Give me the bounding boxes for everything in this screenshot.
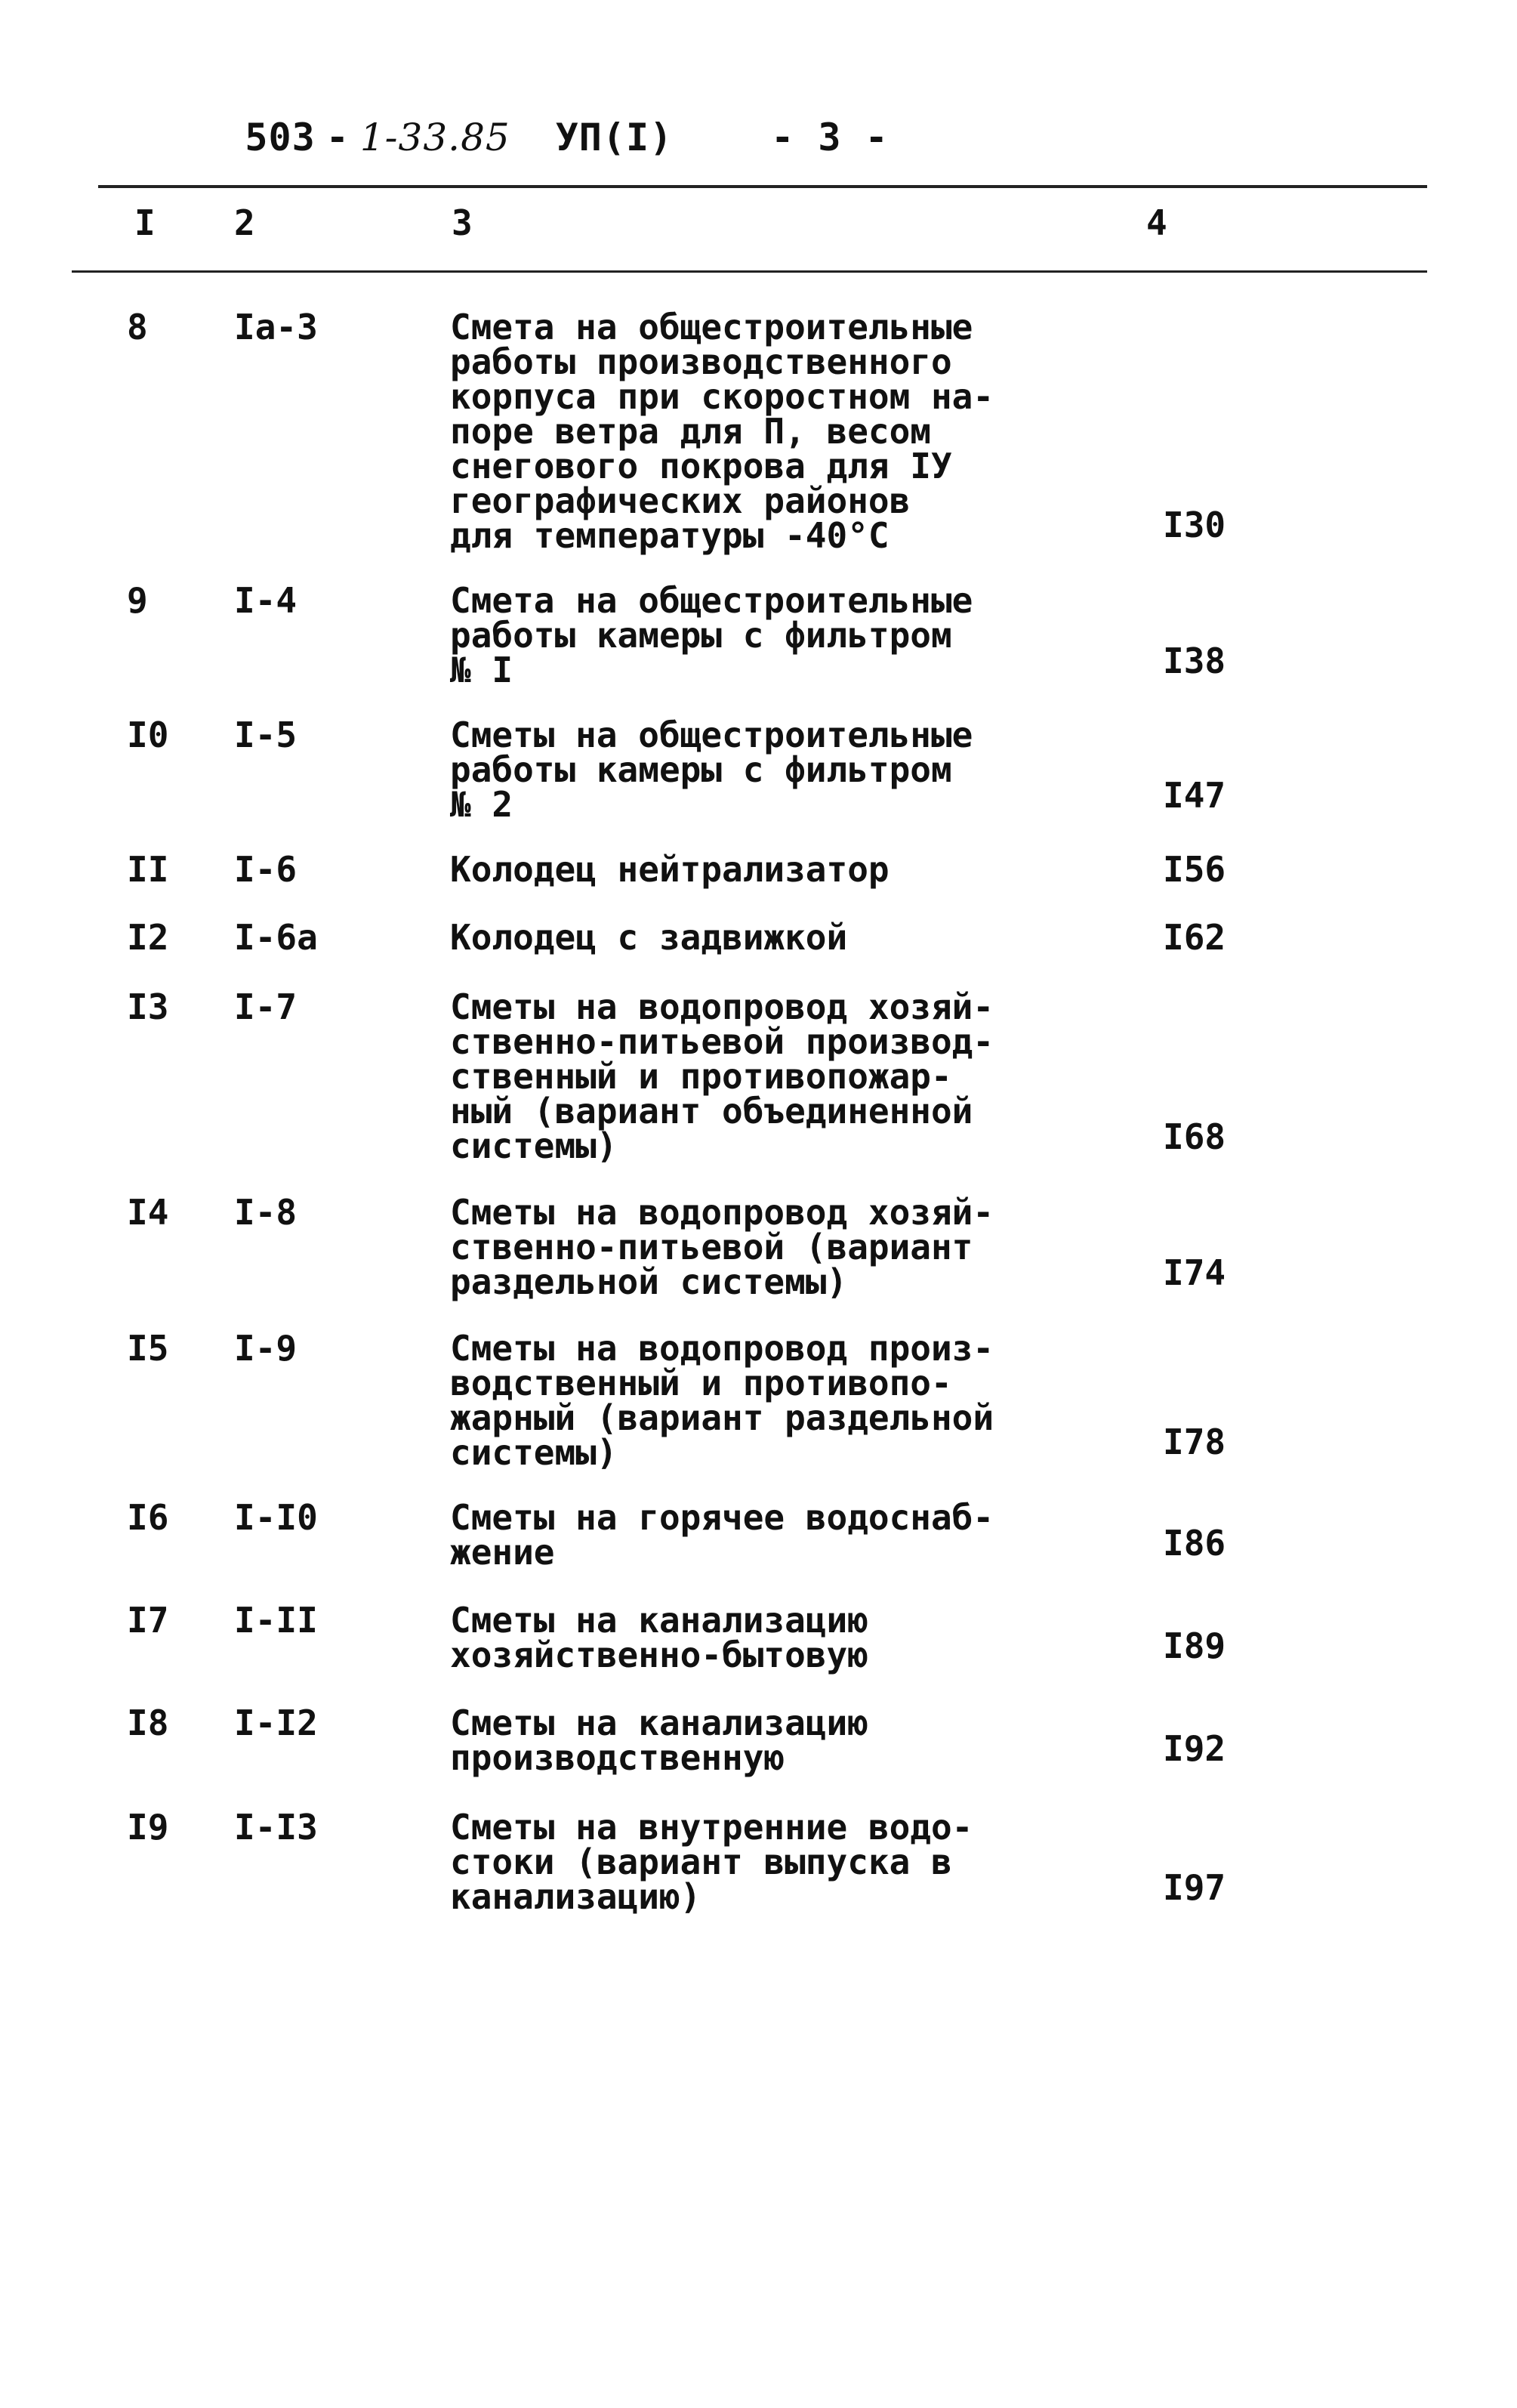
row-number: II bbox=[127, 849, 169, 890]
row-number: 9 bbox=[127, 580, 148, 621]
row-title: Колодец с задвижкой bbox=[450, 917, 848, 958]
row-page: I30 bbox=[1163, 505, 1226, 545]
row-title: Сметы на общестроительные работы камеры с фильтром № 2 bbox=[450, 715, 973, 825]
row-number: I5 bbox=[127, 1328, 169, 1369]
row-page: I56 bbox=[1163, 849, 1226, 890]
row-code: I-9 bbox=[234, 1328, 298, 1369]
row-code: I-I2 bbox=[234, 1703, 318, 1743]
row-page: I89 bbox=[1163, 1625, 1226, 1666]
row-code: I-8 bbox=[234, 1192, 298, 1233]
row-page: I38 bbox=[1163, 641, 1226, 681]
document-section: УП(I) bbox=[555, 116, 674, 159]
row-number: I2 bbox=[127, 917, 169, 958]
row-title: Смета на общестроительные работы камеры с фильтром № I bbox=[450, 580, 973, 690]
row-code: I-II bbox=[234, 1600, 318, 1641]
row-code: I-6а bbox=[234, 917, 318, 958]
row-number: I9 bbox=[127, 1807, 169, 1848]
row-title: Сметы на водопровод произ- водственный и противопо- жарный (вариант раздельной системы) bbox=[450, 1328, 994, 1473]
table-header-rule bbox=[72, 270, 1427, 273]
row-page: I62 bbox=[1163, 917, 1226, 958]
row-page: I78 bbox=[1163, 1422, 1226, 1462]
row-page: I86 bbox=[1163, 1523, 1226, 1564]
handwritten-number: 1-33.85 bbox=[359, 116, 510, 159]
row-code: I-I0 bbox=[234, 1497, 318, 1538]
row-page: I92 bbox=[1163, 1728, 1226, 1769]
row-title: Смета на общестроительные работы производственного корпуса при скоростном на- поре ветра для П, весом снегового покрова для IУ географических районов для температуры -40°С bbox=[450, 307, 994, 556]
row-title: Сметы на внутренние водо- стоки (вариант выпуска в канализацию) bbox=[450, 1807, 973, 1917]
document-series: 503 bbox=[245, 116, 316, 159]
row-number: I0 bbox=[127, 715, 169, 755]
row-title: Сметы на горячее водоснаб- жение bbox=[450, 1497, 994, 1573]
table-top-rule bbox=[98, 185, 1427, 188]
row-title: Колодец нейтрализатор bbox=[450, 849, 890, 890]
row-title: Сметы на канализацию производственную bbox=[450, 1703, 868, 1778]
row-code: I-4 bbox=[234, 580, 298, 621]
row-code: I-5 bbox=[234, 715, 298, 755]
row-page: I97 bbox=[1163, 1867, 1226, 1908]
page-header bbox=[151, 72, 889, 203]
row-number: 8 bbox=[127, 307, 148, 347]
row-code: I-6 bbox=[234, 849, 298, 890]
column-header-1: I bbox=[134, 202, 156, 243]
row-page: I74 bbox=[1163, 1252, 1226, 1293]
column-header-4: 4 bbox=[1146, 202, 1167, 243]
row-code: Iа-3 bbox=[234, 307, 318, 347]
column-header-2: 2 bbox=[234, 202, 255, 243]
row-number: I4 bbox=[127, 1192, 169, 1233]
row-page: I68 bbox=[1163, 1116, 1226, 1157]
row-title: Сметы на водопровод хозяй- ственно-питьевой производ- ственный и противопожар- ный (вариант объединенной системы) bbox=[450, 986, 994, 1166]
row-title: Сметы на водопровод хозяй- ственно-питьевой (вариант раздельной системы) bbox=[450, 1192, 994, 1302]
page-number: - 3 - bbox=[771, 116, 889, 159]
column-header-3: 3 bbox=[452, 202, 473, 243]
row-number: I7 bbox=[127, 1600, 169, 1641]
row-page: I47 bbox=[1163, 775, 1226, 816]
row-code: I-I3 bbox=[234, 1807, 318, 1848]
header-separator: - bbox=[325, 116, 350, 159]
row-number: I6 bbox=[127, 1497, 169, 1538]
row-code: I-7 bbox=[234, 986, 298, 1027]
row-number: I8 bbox=[127, 1703, 169, 1743]
row-title: Сметы на канализацию хозяйственно-бытовую bbox=[450, 1600, 868, 1675]
row-number: I3 bbox=[127, 986, 169, 1027]
